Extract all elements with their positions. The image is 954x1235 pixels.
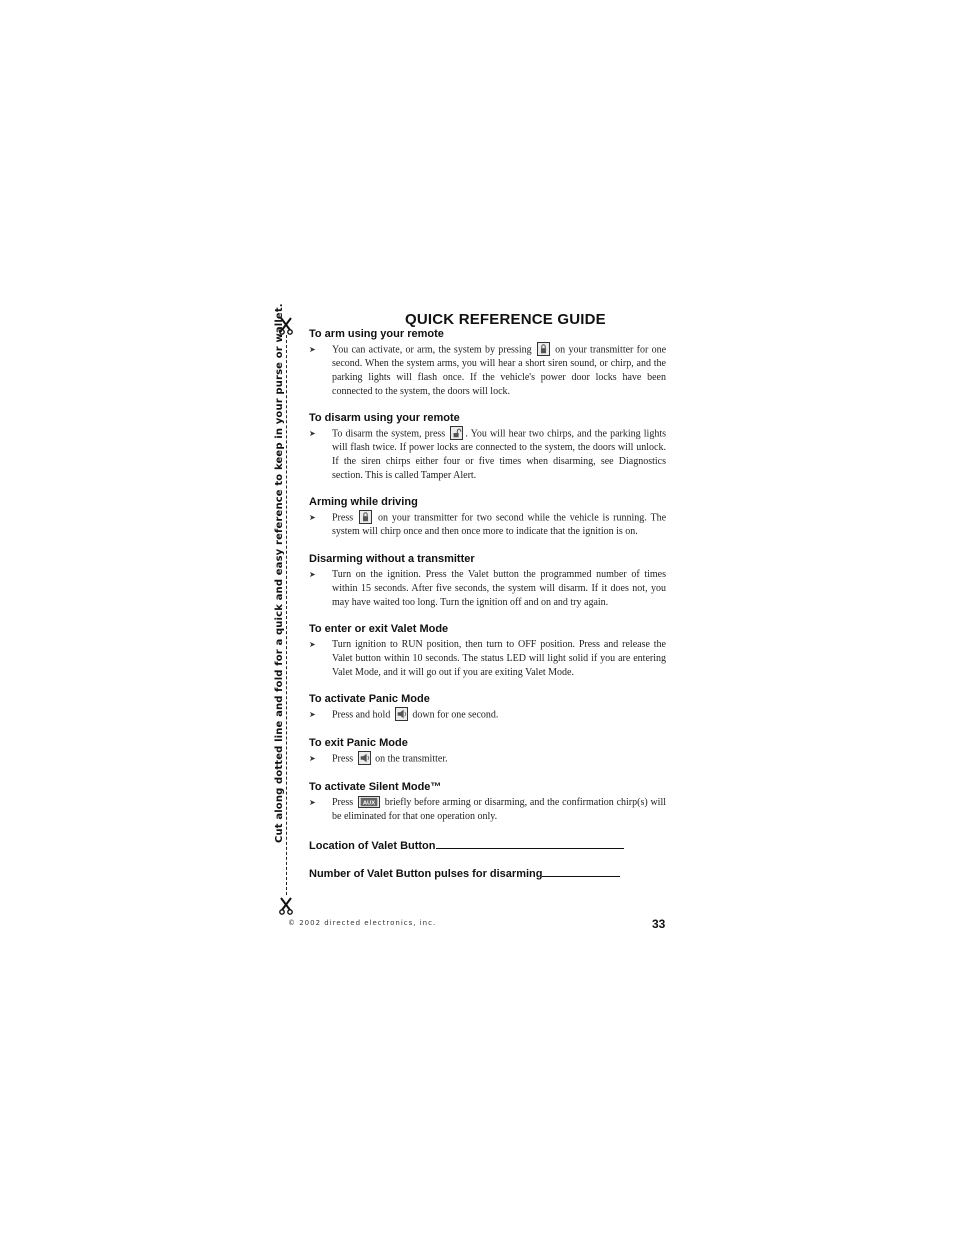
valet-pulses-field: Number of Valet Button pulses for disarming (309, 866, 620, 880)
copyright-text: © 2002 directed electronics, inc. (288, 919, 437, 927)
section-heading: To exit Panic Mode (309, 737, 408, 749)
arrow-bullet-icon: ➤ (309, 570, 316, 579)
section-heading: To activate Panic Mode (309, 693, 430, 705)
lock-button-icon (537, 342, 550, 356)
page-number: 33 (652, 917, 666, 931)
section-disarm-remote (309, 412, 666, 483)
page-title: QUICK REFERENCE GUIDE (405, 311, 606, 328)
arrow-bullet-icon: ➤ (309, 345, 316, 354)
section-heading: To arm using your remote (309, 328, 444, 340)
section-panic-exit (309, 737, 666, 766)
section-body: ➤ Press AUX briefly before arming or disarming, and the confirmation chirp(s) will be eliminated for that one operation only. (309, 797, 666, 822)
section-heading: To activate Silent Mode™ (309, 781, 442, 793)
section-body: ➤ Press and hold down for one second. (309, 708, 666, 722)
lock-button-icon (359, 510, 372, 524)
panic-button-icon (395, 707, 408, 721)
cut-line (286, 335, 287, 895)
section-heading: To disarm using your remote (309, 412, 460, 424)
aux-button-icon (358, 796, 380, 808)
arrow-bullet-icon: ➤ (309, 754, 316, 763)
arrow-bullet-icon: ➤ (309, 429, 316, 438)
blank-line (436, 838, 624, 849)
valet-location-field: Location of Valet Button (309, 838, 624, 852)
section-panic-activate (309, 693, 666, 722)
arrow-bullet-icon: ➤ (309, 710, 316, 719)
arrow-bullet-icon: ➤ (309, 640, 316, 649)
section-body: ➤ To disarm the system, press . You will hear two chirps, and the parking lights will flash twice. If power locks are connected to the system, the doors will unlock. If the siren chirps either four or five times when disarming, see Diagnostics section. This is called Tamper Alert. (309, 427, 666, 483)
section-body: ➤ Turn ignition to RUN position, then turn to OFF position. Press and release the Valet button within 10 seconds. The status LED will light solid if you are entering Valet Mode, and it will go out if you are exiting Valet Mode. (309, 639, 666, 678)
panic-button-icon (358, 751, 371, 765)
section-body: ➤ Press on your transmitter for two second while the vehicle is running. The system will chirp once and then once more to indicate that the ignition is on. (309, 511, 666, 539)
section-valet-mode (309, 623, 666, 680)
section-arm-remote (309, 328, 666, 399)
section-body: ➤ You can activate, or arm, the system by pressing on your transmitter for one second. When the system arms, you will hear a short siren sound, or chirp, and the parking lights will flash once. If the vehicle's power door locks have been connected to the system, the doors will lock. (309, 343, 666, 399)
section-body: ➤ Press on the transmitter. (309, 752, 666, 766)
arrow-bullet-icon: ➤ (309, 513, 316, 522)
section-disarm-no-transmitter (309, 553, 666, 610)
section-arming-driving (309, 496, 666, 539)
section-heading: Disarming without a transmitter (309, 553, 475, 565)
blank-line (542, 866, 620, 877)
section-heading: Arming while driving (309, 496, 418, 508)
section-heading: To enter or exit Valet Mode (309, 623, 449, 635)
svg-text:AUX: AUX (362, 800, 376, 807)
section-body: ➤ Turn on the ignition. Press the Valet button the programmed number of times within 15 seconds. After five seconds, the system will disarm. If it does not, you may have waited too long. Turn the ignition off and on and try again. (309, 569, 666, 608)
scissors-icon (279, 897, 293, 915)
arrow-bullet-icon: ➤ (309, 798, 316, 807)
cut-instruction: Cut along dotted line and fold for a quick and easy reference to keep in your purse or wallet. (274, 303, 285, 843)
section-silent-mode (309, 781, 666, 824)
unlock-button-icon (450, 426, 463, 440)
